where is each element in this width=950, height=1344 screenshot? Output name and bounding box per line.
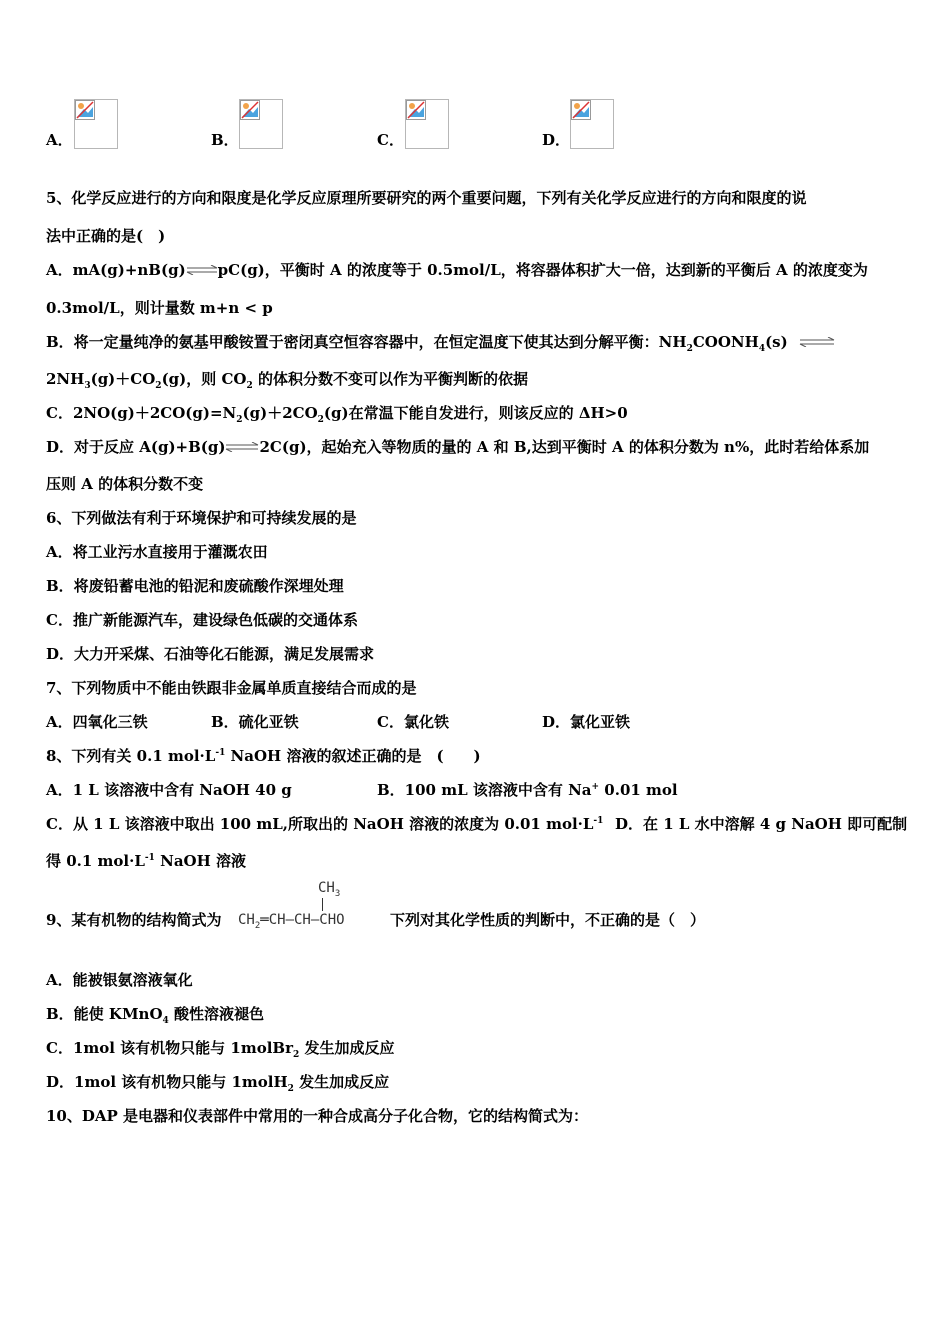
q9-d-pre: D．1mol 该有机物只能与 1molH: [46, 1073, 288, 1091]
q9-c-pre: C．1mol 该有机物只能与 1molBr: [46, 1039, 293, 1057]
q5-d-post: 2C(g)，起始充入等物质的量的 A 和 B,达到平衡时 A 的体积分数为 n%，此时若给体系加: [259, 438, 870, 456]
q8-d2-post: NaOH 溶液: [154, 852, 247, 870]
q9-chain-rest: CH—CH—CHO: [268, 912, 345, 928]
q9-b-post: 酸性溶液褪色: [168, 1005, 265, 1023]
q7-option-d: D．氯化亚铁: [542, 713, 631, 731]
q9-double-bond: ═: [260, 912, 269, 928]
q8-stem-pre: 8、下列有关 0.1 mol·L: [46, 747, 216, 765]
q5-stem-line2: 法中正确的是( ): [46, 227, 166, 245]
q8-d2-pre: 得 0.1 mol·L: [46, 852, 145, 870]
q4-option-d-image: [570, 99, 614, 149]
q8-stem-post: NaOH 溶液的叙述正确的是 ( ): [225, 747, 481, 765]
q8-stem-sup: -1: [215, 748, 226, 758]
equilibrium-arrow-icon: [186, 265, 218, 275]
q9-option-c: [46, 1037, 395, 1060]
q9-option-b: [46, 1003, 264, 1026]
equilibrium-arrow-icon: [799, 337, 835, 347]
q7-option-b: B．硫化亚铁: [211, 713, 299, 731]
q5-c-p3: (g)在常温下能自发进行，则该反应的 ΔH>0: [323, 404, 628, 422]
q9-main-chain: [238, 912, 345, 931]
q5-b2-s3: 2: [246, 381, 253, 391]
equilibrium-arrow-icon: [225, 442, 259, 452]
q8-stem: [46, 745, 481, 766]
q5-b-sub1: 2: [686, 344, 693, 354]
q9-methyl-group: [318, 880, 340, 899]
q5-a-pre: A．mA(g)+nB(g): [46, 261, 186, 279]
q9-b-sub: 4: [162, 1016, 169, 1026]
q8-b-post: 0.01 mol: [599, 781, 678, 799]
q8-c-pre: C．从 1 L 该溶液中取出 100 mL,所取出的 NaOH 溶液的浓度为 0.01 mol·L: [46, 815, 594, 833]
q8-b-pre: B．100 mL 该溶液中含有 Na: [377, 781, 592, 799]
q4-option-b-image: [239, 99, 283, 149]
broken-image-icon: [75, 100, 95, 120]
q5-option-d-line1: [46, 436, 869, 457]
broken-image-icon: [406, 100, 426, 120]
q6-option-a: A．将工业污水直接用于灌溉农田: [46, 543, 268, 561]
q9-option-d: [46, 1071, 389, 1094]
broken-image-icon: [571, 100, 591, 120]
q9-ch2-text: CH: [238, 912, 255, 928]
q8-option-d-line1: D．在 1 L 水中溶解 4 g NaOH 即可配制: [615, 815, 908, 833]
q8-option-c: [46, 813, 603, 834]
q5-c-s1: 2: [236, 415, 243, 425]
q9-ch2-sub: 2: [254, 920, 261, 931]
q4-option-b-label: B．: [211, 131, 239, 149]
q9-d-sub: 2: [287, 1084, 294, 1094]
q5-b2-p4: 的体积分数不变可以作为平衡判断的依据: [252, 370, 528, 388]
q5-b-mid: COONH: [692, 333, 759, 351]
q7-stem: 7、下列物质中不能由铁跟非金属单质直接结合而成的是: [46, 679, 417, 697]
q4-option-a-label: A．: [46, 131, 73, 149]
q8-d2-sup: -1: [144, 853, 155, 863]
q5-b2-p2: (g)＋CO: [90, 370, 156, 388]
q4-option-d-label: D．: [542, 131, 571, 149]
q4-option-c-image: [405, 99, 449, 149]
q5-b-pre: B．将一定量纯净的氨基甲酸铵置于密闭真空恒容容器中，在恒定温度下使其达到分解平衡：NH: [46, 333, 687, 351]
q5-b2-p3: (g)，则 CO: [161, 370, 247, 388]
q5-d-pre: D．对于反应 A(g)+B(g): [46, 438, 226, 456]
q7-option-a: A．四氧化三铁: [46, 713, 148, 731]
q5-c-s2: 2: [317, 415, 324, 425]
q5-stem-line1: 5、化学反应进行的方向和限度是化学反应原理所要研究的两个重要问题，下列有关化学反应进行的方向和限度的说: [46, 189, 807, 207]
q5-option-a-line2: 0.3mol/L，则计量数 m+n < p: [46, 299, 273, 317]
q9-option-a: A．能被银氨溶液氧化: [46, 971, 193, 989]
q9-c-post: 发生加成反应: [299, 1039, 395, 1057]
q9-c-sub: 2: [293, 1050, 300, 1060]
q5-b2-s2: 2: [155, 381, 162, 391]
q8-c-sup: -1: [593, 816, 604, 826]
q4-option-c-label: C．: [377, 131, 404, 149]
q9-stem-post: 下列对其化学性质的判断中，不正确的是（ ）: [390, 911, 706, 929]
q5-c-p2: (g)＋2CO: [242, 404, 318, 422]
q5-option-b-line2: [46, 368, 528, 391]
q5-option-b-line1: [46, 331, 835, 354]
q6-option-c: C．推广新能源汽车，建设绿色低碳的交通体系: [46, 611, 358, 629]
q10-stem: 10、DAP 是电器和仪表部件中常用的一种合成高分子化合物，它的结构简式为：: [46, 1107, 589, 1125]
q9-b-pre: B．能使 KMnO: [46, 1005, 163, 1023]
q9-stem-pre: 9、某有机物的结构简式为: [46, 911, 222, 929]
q9-ch3-text: CH: [318, 880, 335, 896]
q6-option-d: D．大力开采煤、石油等化石能源，满足发展需求: [46, 645, 375, 663]
q6-option-b: B．将废铅蓄电池的铅泥和废硫酸作深埋处理: [46, 577, 344, 595]
q5-c-p1: C．2NO(g)＋2CO(g)=N: [46, 404, 237, 422]
q5-b-sub2: 4: [758, 344, 766, 354]
q5-a-post: pC(g)，平衡时 A 的浓度等于 0.5mol/L，将容器体积扩大一倍，达到新的平衡后 A 的浓度变为: [217, 261, 868, 279]
q6-stem: 6、下列做法有利于环境保护和可持续发展的是: [46, 509, 357, 527]
q5-option-d-line2: 压则 A 的体积分数不变: [46, 475, 204, 493]
q8-option-a: A．1 L 该溶液中含有 NaOH 40 g: [46, 781, 292, 799]
q9-ch3-sub: 3: [334, 888, 341, 899]
q8-option-b: [377, 779, 678, 800]
q8-b-sup: +: [591, 782, 600, 792]
q9-methyl-bond: [322, 898, 323, 911]
q5-b-post: (s): [765, 333, 788, 351]
broken-image-icon: [240, 100, 260, 120]
q5-option-c: [46, 402, 628, 425]
q4-option-a-image: [74, 99, 118, 149]
q5-b2-p1: 2NH: [46, 370, 85, 388]
q7-option-c: C．氯化铁: [377, 713, 449, 731]
q8-option-d-line2: [46, 850, 246, 871]
q5-option-a-line1: [46, 259, 868, 280]
q9-d-post: 发生加成反应: [293, 1073, 390, 1091]
q5-b2-s1: 3: [84, 381, 91, 391]
